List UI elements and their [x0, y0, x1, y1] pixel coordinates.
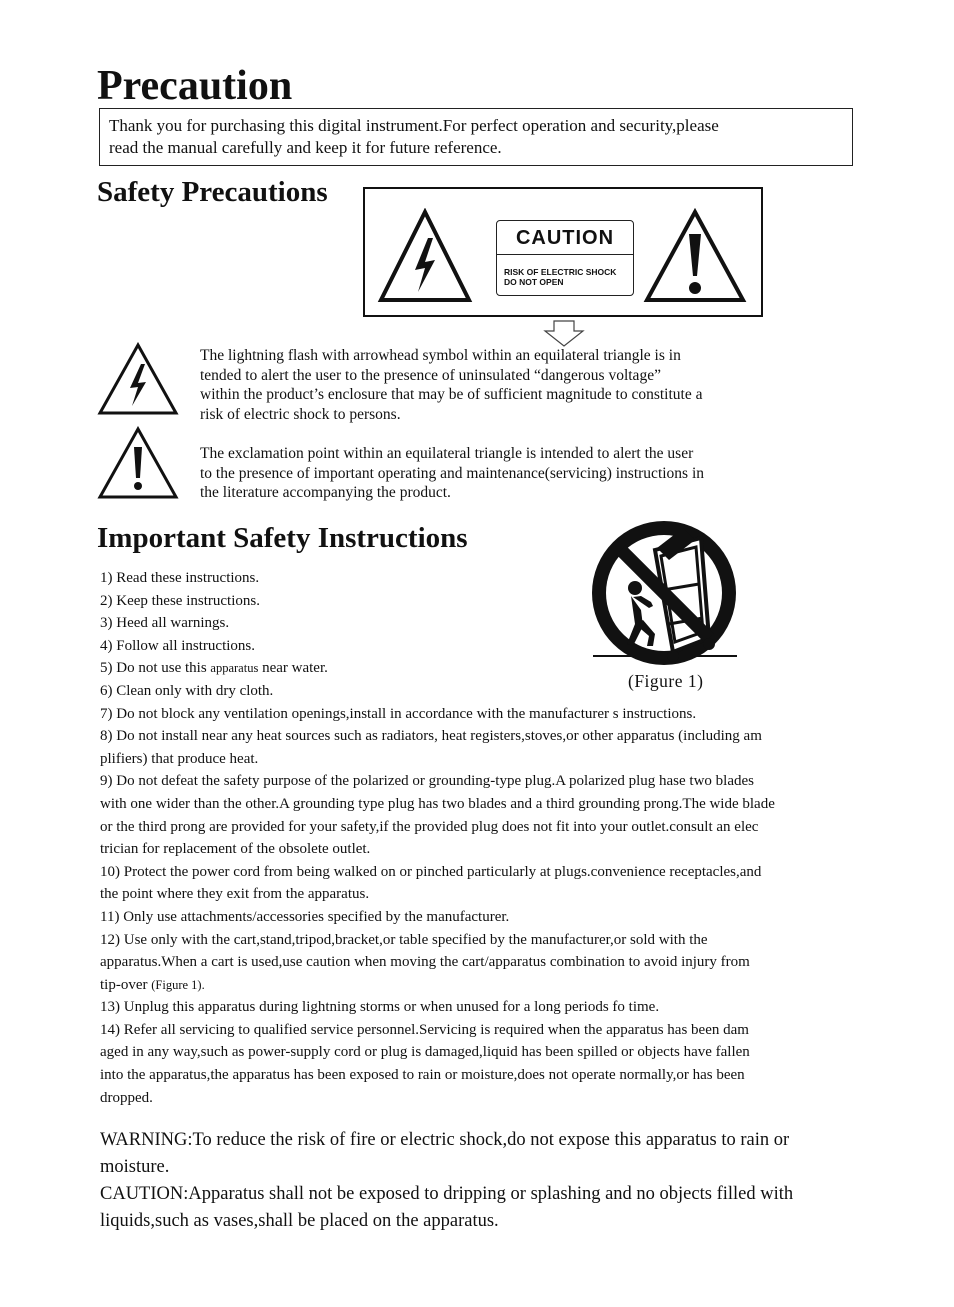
list-item-text: 5) Do not use this	[100, 660, 211, 677]
list-item-text: (Figure 1).	[151, 977, 205, 992]
lightning-description	[200, 346, 790, 424]
caution-label-title: CAUTION	[497, 221, 633, 255]
list-item: with one wider than the other.A grounding type plug has two blades and a third grounding prong.The wide blade	[100, 795, 775, 812]
list-item: 6) Clean only with dry cloth.	[100, 682, 274, 699]
list-item-text: apparatus	[210, 661, 259, 676]
caution-label-text: RISK OF ELECTRIC SHOCK	[504, 267, 617, 277]
list-item: 14) Refer all servicing to qualified service personnel.Servicing is required when the apparatus has been dam	[100, 1021, 749, 1038]
list-item	[100, 657, 870, 680]
list-item: 11) Only use attachments/accessories specified by the manufacturer.	[100, 908, 510, 925]
list-item: aged in any way,such as power-supply cord or plug is damaged,liquid has been spilled or objects have fallen	[100, 1044, 750, 1061]
text-line: within the product’s enclosure that may be of sufficient magnitude to constitute a	[200, 386, 703, 403]
list-item: 1) Read these instructions.	[100, 570, 260, 586]
list-item: 9) Do not defeat the safety purpose of the polarized or grounding-type plug.A polarized plug hase two blades	[100, 773, 754, 790]
list-item: into the apparatus,the apparatus has been exposed to rain or moisture,does not operate normally,or has been	[100, 1067, 745, 1084]
list-item: the point where they exit from the apparatus.	[100, 886, 370, 903]
exclamation-warning-icon	[643, 208, 747, 304]
warning-line: WARNING:To reduce the risk of fire or electric shock,do not expose this apparatus to rain or	[100, 1130, 790, 1150]
caution-panel	[363, 187, 763, 317]
intro-line: Thank you for purchasing this digital instrument.For perfect operation and security,please	[109, 116, 719, 135]
text-line: the literature accompanying the product.	[200, 484, 451, 501]
text-line: The exclamation point within an equilateral triangle is intended to alert the user	[200, 445, 694, 462]
list-item: 8) Do not install near any heat sources such as radiators, heat registers,stoves,or other apparatus (including am	[100, 728, 762, 745]
safety-precautions-heading: Safety Precautions	[97, 176, 328, 208]
list-item-text: near water.	[258, 660, 328, 677]
warning-line: moisture.	[100, 1157, 170, 1177]
arrow-down-icon	[543, 320, 585, 348]
list-item: trician for replacement of the obsolete outlet.	[100, 841, 371, 858]
list-item	[100, 974, 870, 997]
intro-box	[99, 108, 853, 166]
text-line: risk of electric shock to persons.	[200, 405, 401, 423]
figure-caption: (Figure 1)	[628, 671, 704, 691]
list-item: dropped.	[100, 1089, 153, 1106]
warning-block	[100, 1127, 890, 1235]
page-title: Precaution	[97, 63, 293, 109]
text-line: tended to alert the user to the presence of uninsulated “dangerous voltage”	[200, 366, 661, 384]
list-item: 10) Protect the power cord from being walked on or pinched particularly at plugs.convenience receptacles,and	[100, 863, 762, 880]
caution-label-text: DO NOT OPEN	[504, 277, 564, 287]
caution-line: liquids,such as vases,shall be placed on the apparatus.	[100, 1211, 499, 1231]
important-safety-heading: Important Safety Instructions	[97, 522, 468, 554]
list-item: 2) Keep these instructions.	[100, 592, 260, 609]
list-item: or the third prong are provided for your safety,if the provided plug does not fit into your outlet.consult an elec	[100, 818, 759, 835]
list-item: plifiers) that produce heat.	[100, 750, 259, 767]
list-item: 12) Use only with the cart,stand,tripod,bracket,or table specified by the manufacturer,or sold with the	[100, 931, 708, 948]
list-item: apparatus.When a cart is used,use caution when moving the cart/apparatus combination to avoid injury from	[100, 954, 750, 971]
list-item-text: tip-over	[100, 976, 152, 993]
list-item: 4) Follow all instructions.	[100, 637, 255, 654]
caution-line: CAUTION:Apparatus shall not be exposed to dripping or splashing and no objects filled with	[100, 1184, 794, 1204]
instructions-list	[100, 567, 870, 1109]
text-line: The lightning flash with arrowhead symbol within an equilateral triangle is in	[200, 347, 681, 364]
list-item: 3) Heed all warnings.	[100, 615, 230, 632]
list-item: 7) Do not block any ventilation openings,install in accordance with the manufacturer s instructions.	[100, 705, 697, 722]
intro-line: read the manual carefully and keep it for future reference.	[109, 138, 502, 157]
text-line: to the presence of important operating and maintenance(servicing) instructions in	[200, 464, 705, 482]
exclamation-triangle-icon	[97, 426, 179, 500]
exclamation-description	[200, 444, 790, 503]
lightning-warning-icon	[377, 208, 473, 304]
caution-label	[496, 220, 634, 296]
lightning-triangle-icon	[97, 342, 179, 416]
list-item: 13) Unplug this apparatus during lightning storms or when unused for a long periods fo time.	[100, 999, 660, 1016]
